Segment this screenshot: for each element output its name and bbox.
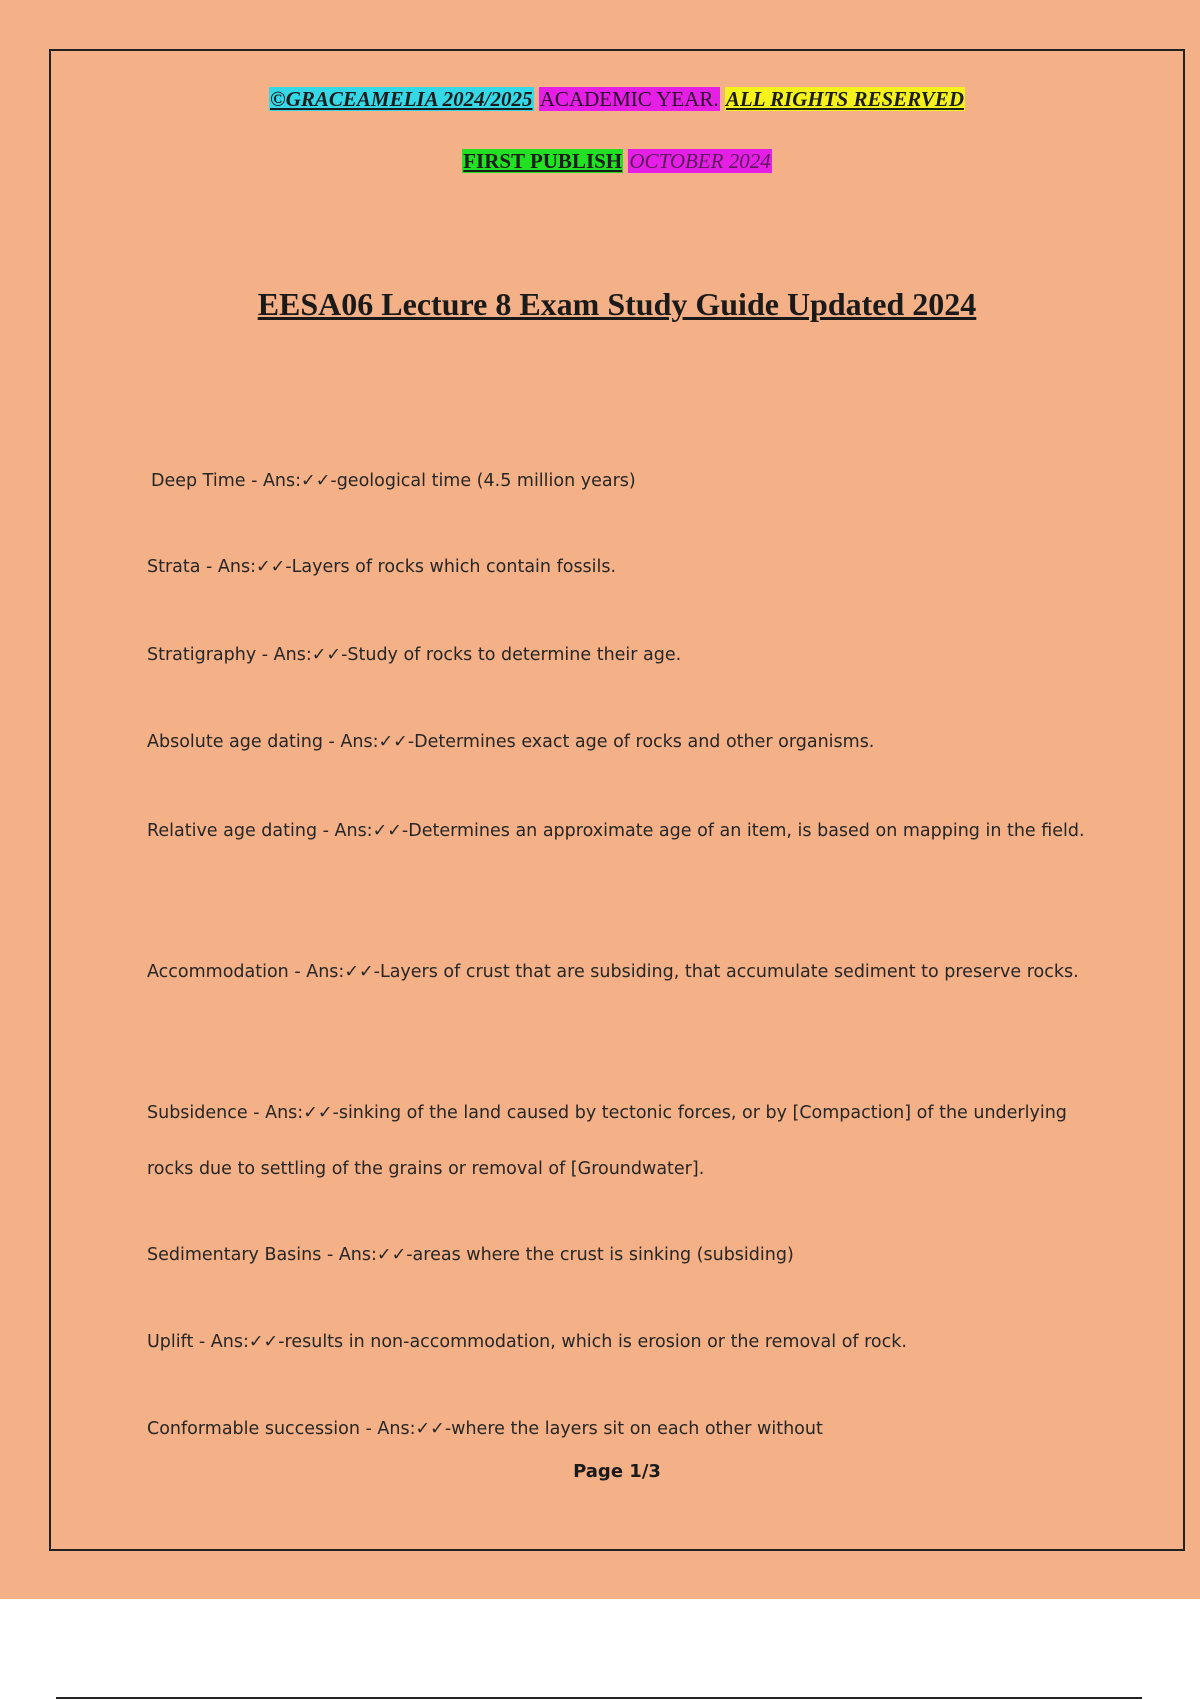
entry-definition: -where the layers sit on each other without [444,1419,823,1439]
entry-term: Deep Time [151,471,246,491]
entry-separator: - Ans: [245,471,302,491]
entry-definition: -areas where the crust is sinking (subsiding) [406,1245,794,1265]
entry-separator: - Ans: [247,1103,304,1123]
entry-definition: -Study of rocks to determine their age. [341,645,682,665]
next-page-top-rule [56,1697,1142,1699]
entry-relative-age-dating [147,803,1097,859]
entry-term: Accommodation [147,962,289,982]
checkmark-icon: ✓✓ [415,1419,445,1439]
entry-definition: -Layers of crust that are subsiding, that accumulate sediment to preserve rocks. [373,962,1079,982]
page-number: Page 1/3 [573,1461,661,1482]
entry-strata [147,539,1097,595]
entry-subsidence [147,1085,1097,1197]
entry-separator: - Ans: [321,1245,377,1265]
entry-term: Strata [147,557,201,577]
checkmark-icon: ✓✓ [301,471,331,491]
entry-definition: -results in non-accommodation, which is erosion or the removal of rock. [278,1332,907,1352]
entry-uplift [147,1314,1097,1370]
entry-term: Conformable succession [147,1419,360,1439]
entry-separator: - Ans: [200,557,257,577]
checkmark-icon: ✓✓ [248,1332,279,1352]
entry-absolute-age-dating [147,714,1097,770]
entry-term: Stratigraphy [147,645,257,665]
document-title: EESA06 Lecture 8 Exam Study Guide Updated 2024 [257,286,977,322]
checkmark-icon: ✓✓ [376,1245,407,1265]
checkmark-icon: ✓✓ [256,557,286,577]
checkmark-icon: ✓✓ [378,732,408,752]
copyright-line [51,86,1183,112]
entry-stratigraphy [147,627,1097,683]
entry-deep-time [151,453,1101,509]
copyright-text: ©GRACEAMELIA 2024/2025 [270,87,533,111]
entry-conformable-succession [147,1401,1097,1457]
rights-text: ALL RIGHTS RESERVED [725,87,964,111]
entry-accommodation [147,944,1097,1000]
first-publish-text: FIRST PUBLISH [463,149,623,173]
checkmark-icon: ✓✓ [344,962,374,982]
entry-term: Subsidence [147,1103,248,1123]
entry-definition: -Determines an approximate age of an item, is based on mapping in the field. [401,821,1085,841]
checkmark-icon: ✓✓ [303,1103,333,1123]
entry-term: Relative age dating [147,821,318,841]
entry-definition: -sinking of the land caused by tectonic forces, or by [Compaction] of the underlying rocks due to settling of the grains or removal of [Groundwater]. [147,1103,1067,1179]
entry-separator: - Ans: [256,645,312,665]
entry-term: Absolute age dating [147,732,323,752]
academic-year-text: ACADEMIC YEAR. [539,87,719,111]
entry-definition: -Layers of rocks which contain fossils. [285,557,617,577]
entry-separator: - Ans: [317,821,373,841]
publish-date-text: OCTOBER 2024 [629,149,771,173]
entry-definition: -Determines exact age of rocks and other organisms. [407,732,875,752]
checkmark-icon: ✓✓ [311,645,342,665]
publish-line [51,148,1183,174]
entry-term: Uplift [147,1332,194,1352]
entry-sedimentary-basins [147,1227,1097,1283]
entry-definition: -geological time (4.5 million years) [330,471,636,491]
page-border [49,49,1185,1551]
checkmark-icon: ✓✓ [372,821,402,841]
entry-separator: - Ans: [193,1332,249,1352]
entry-separator: - Ans: [288,962,345,982]
entry-separator: - Ans: [359,1419,416,1439]
entry-separator: - Ans: [322,732,379,752]
entry-term: Sedimentary Basins [147,1245,322,1265]
